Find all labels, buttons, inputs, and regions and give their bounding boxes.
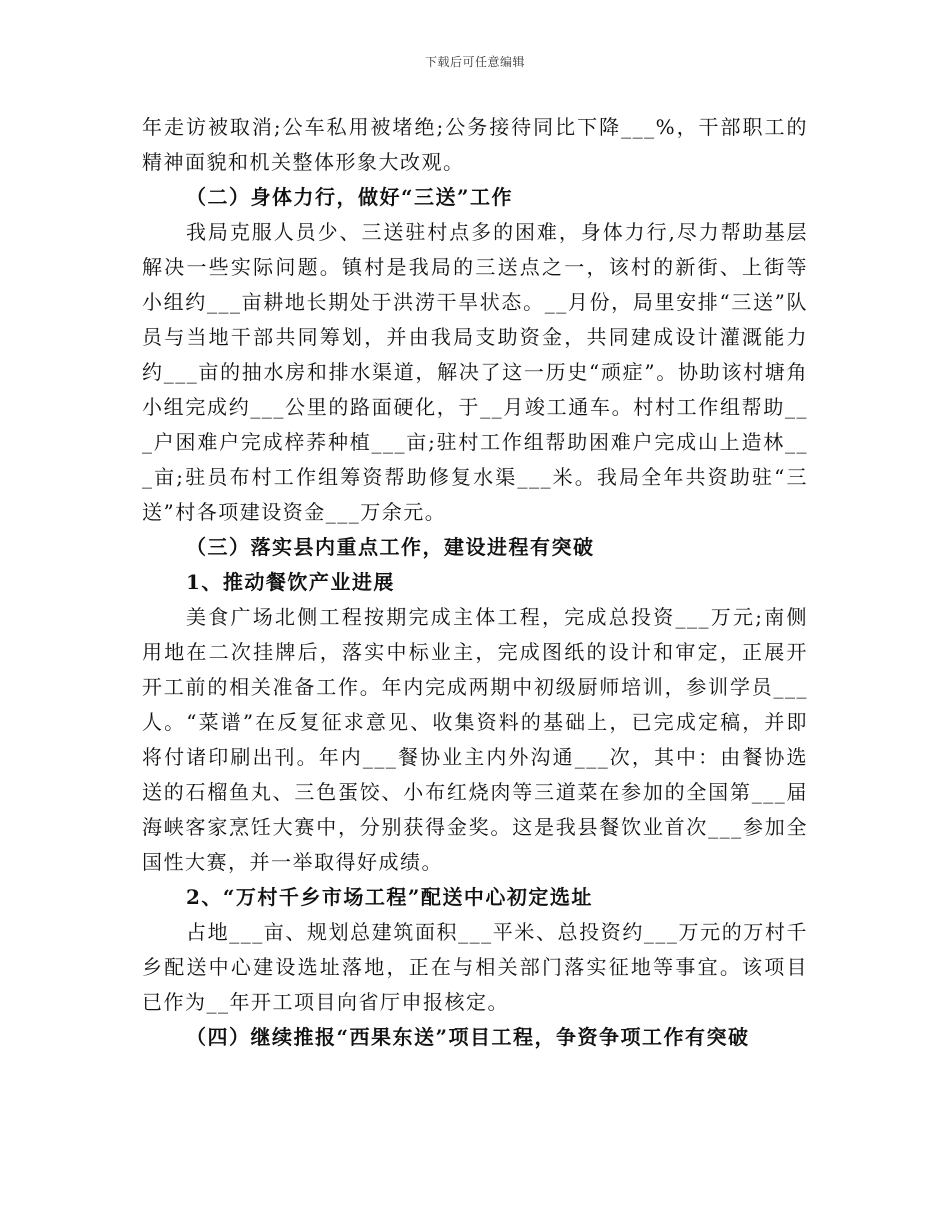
section-heading-2: （二）身体力行，做好“三送”工作 (186, 185, 514, 209)
section-heading-4: （四）继续推报“西果东送”项目工程，争资争项工作有突破 (186, 1025, 750, 1049)
page-header: 下载后可任意编辑 (424, 55, 525, 69)
paragraph-4: 占地___亩、规划总建筑面积___平米、总投资约___万元的万村千乡配送中心建设选址落地，正在与相关部门落实征地等事宜。该项目已作为__年开工项目向省厅申报核定。 (142, 920, 808, 1014)
paragraph-1: 年走访被取消;公车私用被堵绝;公务接待同比下降___%，干部职工的精神面貌和机关整体形象大改观。 (142, 115, 808, 174)
section-heading-3: （三）落实县内重点工作，建设进程有突破 (186, 535, 595, 559)
paragraph-3: 美食广场北侧工程按期完成主体工程，完成总投资___万元;南侧用地在二次挂牌后，落实中标业主，完成图纸的设计和审定，正展开开工前的相关准备工作。年内完成两期中初级厨师培训，参训学员___人。“菜谱”在反复征求意见、收集资料的基础上，已完成定稿，并即将付诸印刷出刊。年内___餐协业主内外沟通___次，其中：由餐协选送的石榴鱼丸、三色蛋饺、小布红烧肉等三道菜在参加的全国第___届海峡客家烹饪大赛中，分别获得金奖。这是我县餐饮业首次___参加全国性大赛，并一举取得好成绩。 (142, 605, 808, 874)
document-body (142, 110, 808, 1055)
paragraph-2: 我局克服人员少、三送驻村点多的困难，身体力行,尽力帮助基层解决一些实际问题。镇村是我局的三送点之一，该村的新街、上街等小组约___亩耕地长期处于洪涝干旱状态。__月份，局里安排“三送”队员与当地干部共同筹划，并由我局支助资金，共同建成设计灌溉能力约___亩的抽水房和排水渠道，解决了这一历史“顽症”。协助该村塘角小组完成约___公里的路面硬化，于__月竣工通车。村村工作组帮助___户困难户完成梓荞种植___亩;驻村工作组帮助困难户完成山上造林___亩;驻员布村工作组筹资帮助修复水渠___米。我局全年共资助驻“三送”村各项建设资金___万余元。 (142, 220, 808, 524)
subsection-heading-2: 2、“万村千乡市场工程”配送中心初定选址 (186, 885, 593, 909)
subsection-heading-1: 1、推动餐饮产业进展 (186, 570, 395, 594)
